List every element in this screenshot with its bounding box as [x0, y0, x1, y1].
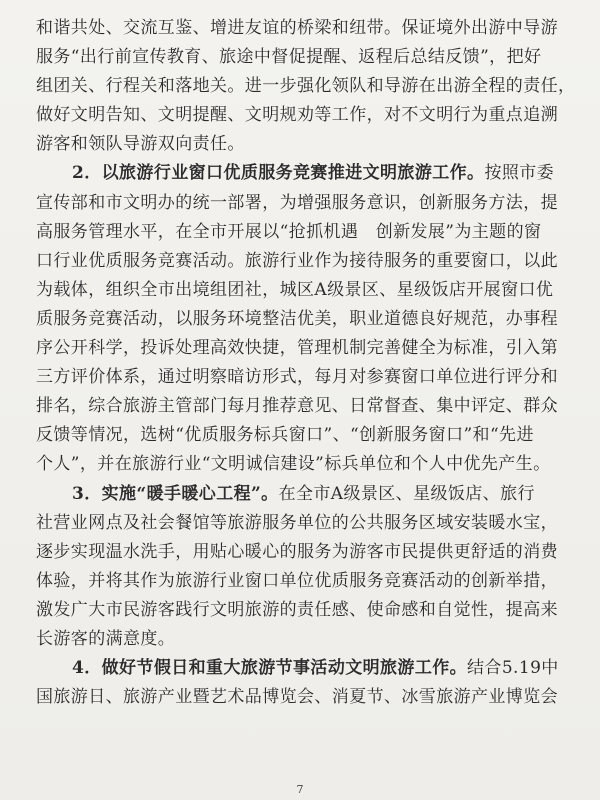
text-line: [36, 130, 564, 159]
text-line: [36, 247, 564, 276]
section-heading: 4．做好节假日和重大旅游节事活动文明旅游工作。: [72, 658, 468, 679]
text-segment: 质服务竞赛活动，以服务环境整洁优美，职业道德良好规范，办事程: [36, 308, 558, 329]
section-heading: 3．实施“暖手暖心工程”。: [72, 483, 279, 504]
text-segment: 游客和领队导游双向责任。: [36, 134, 245, 155]
text-line: [36, 392, 564, 421]
text-line: [36, 683, 564, 712]
text-line: [36, 509, 564, 538]
text-line: [36, 596, 564, 625]
text-segment: 在全市A级景区、星级饭店、旅行: [278, 483, 535, 504]
text-line: [36, 421, 564, 450]
text-line: [36, 14, 564, 43]
text-line: [36, 363, 564, 392]
text-segment: 口行业优质服务竞赛活动。旅游行业作为接待服务的重要窗口，以此: [36, 250, 558, 271]
section-heading: 2．以旅游行业窗口优质服务竞赛推进文明旅游工作。: [72, 163, 485, 184]
text-segment: 长游客的满意度。: [36, 628, 176, 649]
text-segment: 逐步实现温水洗手，用贴心暖心的服务为游客市民提供更舒适的消费: [36, 541, 558, 562]
text-line: [36, 305, 564, 334]
text-segment: 序公开科学，投诉处理高效快捷，管理机制完善健全为标准，引入第: [36, 338, 558, 359]
text-line: [36, 480, 564, 509]
text-segment: 组团关、行程关和落地关。进一步强化领队和导游在出游全程的责任，: [36, 76, 576, 97]
text-line: [36, 625, 564, 654]
text-segment: 反馈等情况，选树“优质服务标兵窗口”、“创新服务窗口”和“先进: [36, 425, 534, 446]
page-number: 7: [296, 783, 304, 796]
body-text: [36, 14, 576, 712]
text-segment: 三方评价体系，通过明察暗访形式，每月对参赛窗口单位进行评分和: [36, 367, 558, 388]
text-segment: 服务“出行前宣传教育、旅途中督促提醒、返程后总结反馈”，把好: [36, 47, 542, 68]
text-segment: 国旅游日、旅游产业暨艺术品博览会、消夏节、冰雪旅游产业博览会: [36, 687, 558, 708]
text-line: [36, 538, 564, 567]
text-line: [36, 218, 564, 247]
text-segment: 按照市委: [484, 163, 555, 184]
text-segment: 排名，综合旅游主管部门每月推荐意见、日常督查、集中评定、群众: [36, 396, 558, 417]
text-segment: 社营业网点及社会餐馆等旅游服务单位的公共服务区域安装暖水宝，: [36, 512, 558, 533]
text-segment: 激发广大市民游客践行文明旅游的责任感、使命感和自觉性，提高来: [36, 599, 558, 620]
text-line: [36, 276, 564, 305]
text-line: [36, 654, 564, 683]
text-segment: 为载体，组织全市出境组团社，城区A级景区、星级饭店开展窗口优: [36, 279, 554, 300]
text-line: [36, 189, 564, 218]
text-segment: 个人”，并在旅游行业“文明诚信建设”标兵单位和个人中优先产生。: [36, 454, 551, 475]
text-line: [36, 334, 564, 363]
text-segment: 高服务管理水平，在全市开展以“抢抓机遇 创新发展”为主题的窗: [36, 221, 542, 242]
text-line: [36, 72, 576, 101]
text-line: [36, 567, 564, 596]
text-line: [36, 450, 564, 479]
text-segment: 做好文明告知、文明提醒、文明规劝等工作，对不文明行为重点追溯: [36, 105, 558, 126]
text-segment: 和谐共处、交流互鉴、增进友谊的桥梁和纽带。保证境外出游中导游: [36, 18, 558, 38]
text-segment: 宣传部和市文明办的统一部署，为增强服务意识，创新服务方法，提: [36, 192, 558, 213]
text-line: [36, 101, 564, 130]
text-segment: 体验，并将其作为旅游行业窗口单位优质服务竞赛活动的创新举措，: [36, 570, 558, 591]
text-line: [36, 159, 564, 188]
text-segment: 结合5.19中: [467, 658, 559, 679]
text-line: [36, 43, 564, 72]
